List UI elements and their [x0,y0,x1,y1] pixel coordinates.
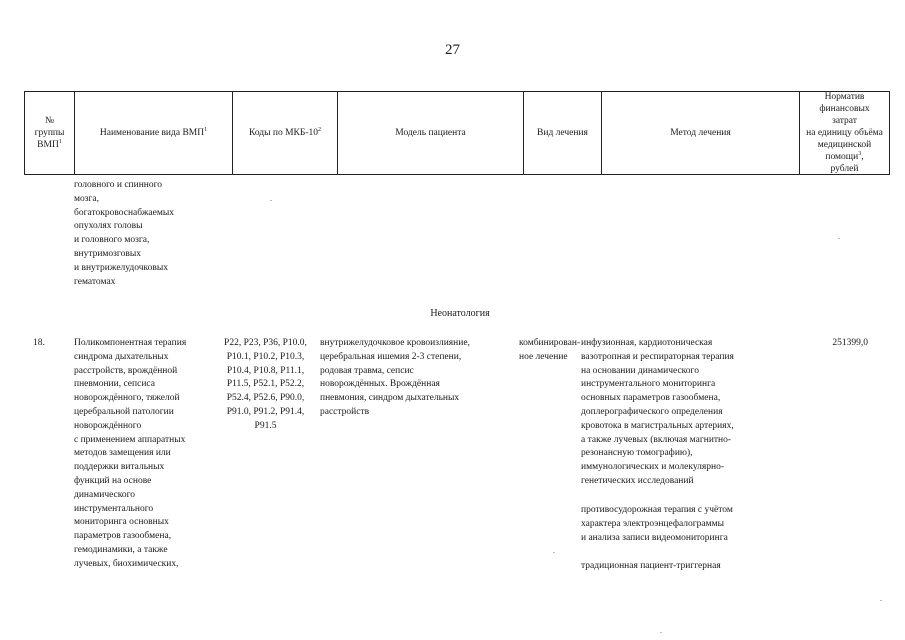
row-cost: 251399,0 [832,338,868,348]
header-treatment-type: Вид лечения [524,92,602,174]
row-method-3: традиционная пациент-триггерная [581,561,721,571]
header-cost-norm: Норматив финансовых затрат на единицу объёма медицинской помощи$^3$, рублей [806,92,883,174]
table-header [24,91,890,175]
header-patient-model: Модель пациента [338,92,524,174]
row-method-2: противосудорожная терапия с учётом характера электроэнцефалограммы и анализа записи видеомониторинга [581,505,733,543]
section-title: Неонатология [430,308,490,319]
scan-speck [270,200,272,201]
header-icd-codes: Коды по МКБ-$10^2$ [233,92,338,174]
scan-speck [660,632,662,633]
header-treatment-method: Метод лечения [602,92,800,174]
row-treatment-type: комбинирован- ное лечение [519,338,581,362]
header-group-number: № группы ВМП$^1$ [25,92,75,174]
page-number: 27 [445,42,460,58]
scan-speck [553,552,555,553]
row-patient-model: внутрижелудочковое кровоизлияние, церебральная ишемия 2-3 степени, родовая травма, сепсис новорождённых. Врождённая пневмония, синдром дыхательных расстройств [320,338,470,417]
row-method-1: инфузионная, кардиотоническая вазотропная и респираторная терапия на основании динамического инструментального мониторинга основных параметров газообмена, доплерографического определения кровотока в магистральных артериях, а также лучевых (включая магнитно- резонансную томографию), иммунологических и молекулярно- генетических исследований [581,338,734,486]
header-vmp-name: Наименование вида ВМП$^1$ [75,92,233,174]
scan-speck [838,238,840,239]
row-icd-codes: P22, P23, P36, P10.0, P10.1, P10.2, P10.3, P10.4, P10.8, P11.1, P11.5, P52.1, P52.2, P52.4, P52.6, P90.0, P91.0, P91.2, P91.4, P91.5 [224,338,307,431]
continuation-text: головного и спинного мозга, богатокровоснабжаемых опухолях головы и головного мозга, внутримозговых и внутрижелудочковых гематомах [74,180,175,287]
row-vmp-name: Поликомпонентная терапия синдрома дыхательных расстройств, врождённой пневмонии, сепсиса новорождённого, тяжелой церебральной патологии новорождённого с применением аппаратных методов замещения или поддержки витальных функций на основе динамического инструментального мониторинга основных параметров газообмена, гемодинамики, а также лучевых, биохимических, [74,338,187,569]
scan-speck [880,600,882,601]
row-number: 18. [33,338,45,348]
